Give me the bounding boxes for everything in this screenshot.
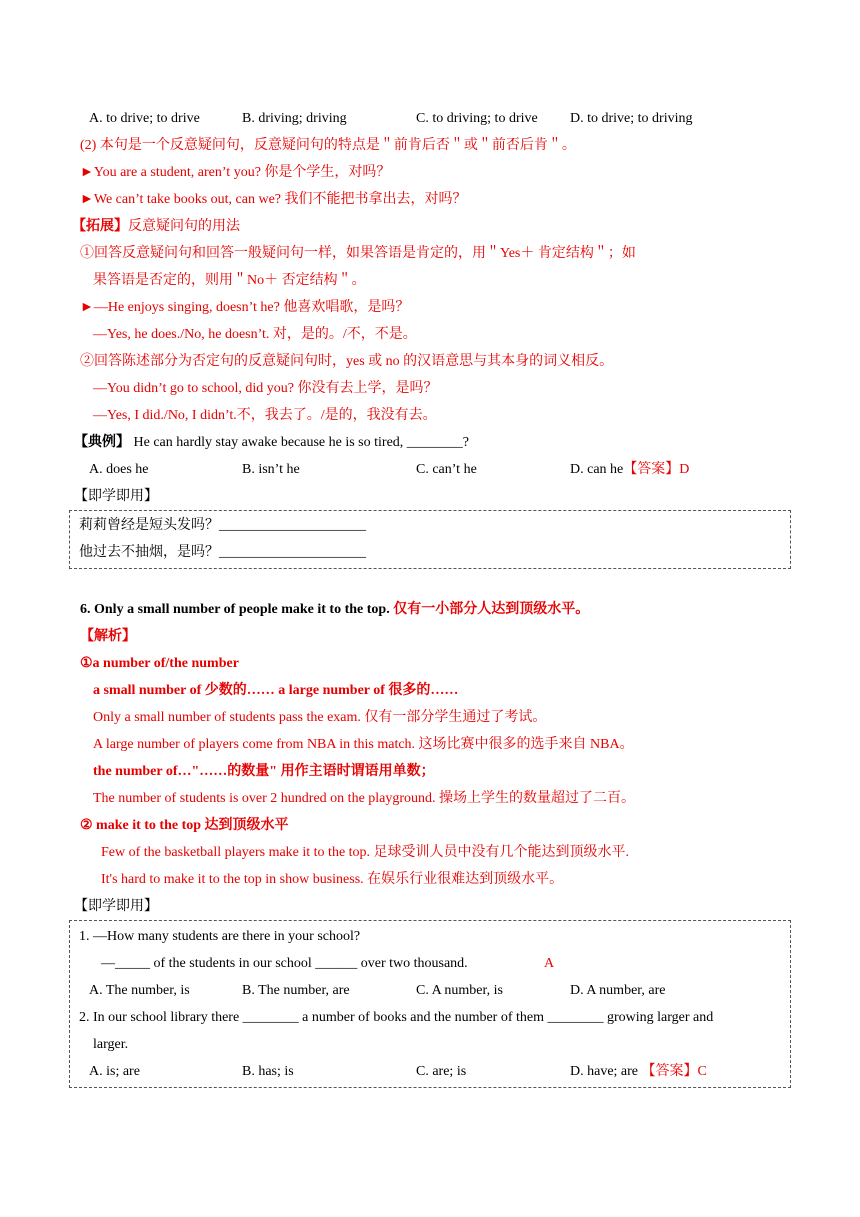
point-1-example-2: A large number of players come from NBA in this match. 这场比赛中很多的选手来自 NBA。 [93, 737, 634, 752]
point-1-rule: the number of…"……的数量" 用作主语时谓语用单数； [93, 764, 435, 779]
point-2-example-2: It's hard to make it to the top in show business. 在娱乐行业很难达到顶级水平。 [101, 872, 564, 887]
section-6-heading: 6. Only a small number of people make it to the top. 仅有一小部分人达到顶级水平。 [80, 602, 590, 617]
q1-option-c: C. A number, is [416, 983, 503, 998]
rule-1: ①回答反意疑问句和回答一般疑问句一样，如果答语是肯定的，用＂Yes＋ 肯定结构＂；如 [80, 246, 636, 261]
practice-label-1: 【即学即用】 [74, 489, 158, 504]
example-option-c: C. can’t he [416, 462, 477, 477]
point-2-example-1: Few of the basketball players make it to the top. 足球受训人员中没有几个能达到顶级水平. [101, 845, 630, 860]
point-1-title: ①a number of/the number [80, 656, 239, 671]
q2-option-c: C. are; is [416, 1064, 467, 1079]
extension-label: 【拓展】 [72, 219, 128, 234]
example-option-d: D. can he【答案】D [570, 462, 690, 477]
point-1-example-1: Only a small number of students pass the exam. 仅有一部分学生通过了考试。 [93, 710, 547, 725]
example-answer: D [679, 462, 690, 477]
q2-option-b: B. has; is [242, 1064, 294, 1079]
option-b: B. driving; driving [242, 111, 347, 126]
option-a: A. to drive; to drive [89, 111, 200, 126]
practice-1-line-1: 莉莉曾经是短头发吗？_____________________ [79, 518, 366, 533]
tag-example-2: ►We can’t take books out, can we? 我们不能把书拿出去，对吗？ [80, 192, 467, 207]
example-label: 【典例】 [74, 435, 130, 450]
practice-2-q1-line: —_____ of the students in our school ______ over two thousand. [101, 956, 468, 971]
example-option-a: A. does he [89, 462, 149, 477]
practice-2-q1-answer: A [544, 956, 555, 971]
analysis-label: 【解析】 [80, 629, 136, 644]
extension-heading [72, 218, 240, 236]
section-6-heading-cn: 仅有一小部分人达到顶级水平。 [393, 602, 590, 617]
point-1-phrases: a small number of 少数的…… a large number of 很多的…… [93, 683, 459, 698]
rule-1-cont: 果答语是否定的，则用＂No＋ 否定结构＂。 [93, 273, 366, 288]
option-d: D. to drive; to driving [570, 111, 693, 126]
example-option-b: B. isn’t he [242, 462, 300, 477]
point-1-example-3: The number of students is over 2 hundred on the playground. 操场上学生的数量超过了二百。 [93, 791, 636, 806]
practice-2-q2-stem: 2. In our school library there ________ a number of books and the number of them ________ growing larger and [79, 1010, 714, 1025]
rule-1-example-q: ►—He enjoys singing, doesn’t he? 他喜欢唱歌，是吗？ [80, 300, 410, 315]
q2-option-d: D. have; are 【答案】C [570, 1064, 707, 1079]
practice-1-line-2: 他过去不抽烟，是吗？_____________________ [79, 545, 366, 560]
practice-2-q1-stem: 1. —How many students are there in your school? [79, 929, 361, 944]
rule-2-example-a: —Yes, I did./No, I didn’t.不，我去了。/是的，我没有去。 [93, 408, 437, 423]
practice-label-2: 【即学即用】 [74, 899, 158, 914]
example-answer-label: 【答案】 [623, 462, 680, 477]
point-2-title: ② make it to the top 达到顶级水平 [80, 818, 289, 833]
tag-question-intro: (2) 本句是一个反意疑问句，反意疑问句的特点是＂前肯后否＂或＂前否后肯＂。 [80, 138, 576, 153]
tag-example-1: ►You are a student, aren’t you? 你是个学生，对吗？ [80, 165, 391, 180]
q1-option-d: D. A number, are [570, 983, 666, 998]
example-question: 【典例】 He can hardly stay awake because he is so tired, ________? [74, 435, 469, 450]
practice-2-q2-cont: larger. [93, 1037, 129, 1052]
q1-option-b: B. The number, are [242, 983, 350, 998]
rule-2: ②回答陈述部分为否定句的反意疑问句时，yes 或 no 的汉语意思与其本身的词义相反。 [80, 354, 614, 369]
q2-answer: C [697, 1064, 707, 1079]
option-c: C. to driving; to drive [416, 111, 538, 126]
q2-option-a: A. is; are [89, 1064, 140, 1079]
rule-1-example-a: —Yes, he does./No, he doesn’t. 对，是的。/不，不是。 [93, 327, 417, 342]
extension-text: 反意疑问句的用法 [128, 219, 240, 234]
q1-option-a: A. The number, is [89, 983, 190, 998]
rule-2-example-q: —You didn’t go to school, did you? 你没有去上学，是吗？ [93, 381, 438, 396]
q2-answer-label: 【答案】 [641, 1064, 698, 1079]
